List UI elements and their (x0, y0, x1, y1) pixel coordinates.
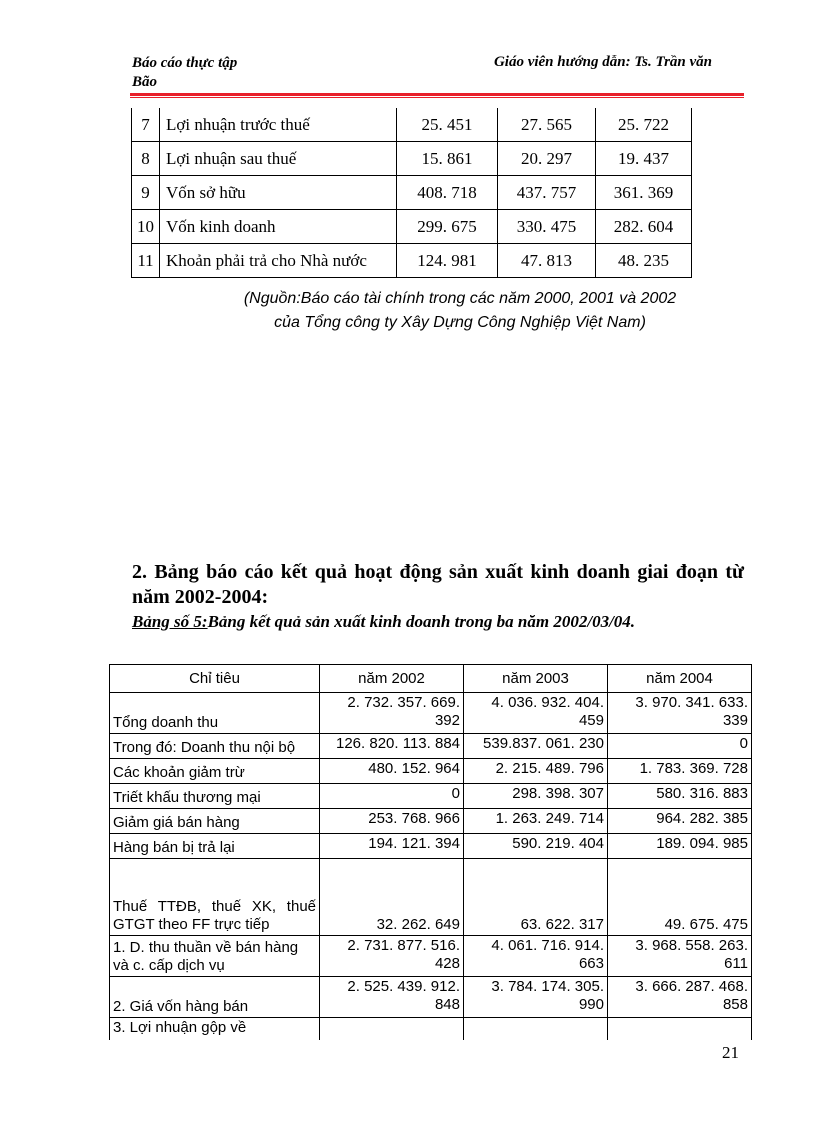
column-header: Chỉ tiêu (110, 665, 320, 693)
row-label: 1. D. thu thuần về bán hàng và c. cấp dịch vụ (110, 936, 320, 977)
table-row (132, 210, 692, 244)
value-2002: 25. 722 (596, 108, 692, 142)
row-label: Tổng doanh thu (110, 693, 320, 734)
table-row (132, 176, 692, 210)
row-number: 10 (132, 210, 160, 244)
header-author: Bão (132, 74, 158, 90)
table-caption-text: Bảng kết quả sản xuất kinh doanh trong ba năm 2002/03/04. (207, 612, 636, 631)
value-2001: 27. 565 (498, 108, 596, 142)
table-caption-label: Bảng số 5: (132, 612, 208, 631)
value-2003: 2. 215. 489. 796 (464, 759, 608, 784)
value-2000: 124. 981 (397, 244, 498, 278)
value-2002: 2. 732. 357. 669. 392 (320, 693, 464, 734)
header-left (132, 54, 237, 92)
row-label: Thuế TTĐB, thuế XK, thuế GTGT theo FF trực tiếp (110, 859, 320, 936)
value-2000: 299. 675 (397, 210, 498, 244)
row-label: Lợi nhuận trước thuế (160, 108, 397, 142)
row-label: Khoản phải trả cho Nhà nước (160, 244, 397, 278)
value-2002: 2. 731. 877. 516. 428 (320, 936, 464, 977)
value-2002: 282. 604 (596, 210, 692, 244)
section-title: 2. Bảng báo cáo kết quả hoạt động sản xuất kinh doanh giai đoạn từ năm 2002-2004: (132, 561, 744, 608)
source-line-2: của Tổng công ty Xây Dựng Công Nghiệp Việt Nam) (274, 314, 646, 331)
page-number: 21 (722, 1043, 739, 1062)
value-2001: 47. 813 (498, 244, 596, 278)
value-2003: 1. 263. 249. 714 (464, 809, 608, 834)
value-2000: 408. 718 (397, 176, 498, 210)
table-row (110, 784, 752, 809)
value-2002 (320, 1018, 464, 1041)
value-2004 (608, 1018, 752, 1041)
row-label: 2. Giá vốn hàng bán (110, 977, 320, 1018)
value-2002: 48. 235 (596, 244, 692, 278)
value-2002: 194. 121. 394 (320, 834, 464, 859)
row-label: 3. Lợi nhuận gộp về (110, 1018, 320, 1041)
source-note (140, 287, 780, 335)
value-2003: 590. 219. 404 (464, 834, 608, 859)
row-label: Vốn sở hữu (160, 176, 397, 210)
business-results-table (109, 664, 752, 1040)
header-rule-thin (130, 97, 744, 98)
row-number: 7 (132, 108, 160, 142)
row-number: 11 (132, 244, 160, 278)
value-2004: 49. 675. 475 (608, 859, 752, 936)
value-2002: 0 (320, 784, 464, 809)
value-2003: 3. 784. 174. 305. 990 (464, 977, 608, 1018)
row-label: Triết khấu thương mại (110, 784, 320, 809)
column-header: năm 2002 (320, 665, 464, 693)
header-rule (130, 93, 744, 96)
value-2004: 189. 094. 985 (608, 834, 752, 859)
table-row (110, 977, 752, 1018)
row-label: Hàng bán bị trả lại (110, 834, 320, 859)
row-label: Giảm giá bán hàng (110, 809, 320, 834)
table-row (132, 108, 692, 142)
row-label: Lợi nhuận sau thuế (160, 142, 397, 176)
table-row (110, 1018, 752, 1041)
value-2003: 539.837. 061. 230 (464, 734, 608, 759)
table-row (110, 859, 752, 936)
header-report-title: Báo cáo thực tập (132, 55, 238, 71)
row-number: 8 (132, 142, 160, 176)
value-2004: 580. 316. 883 (608, 784, 752, 809)
value-2004: 3. 666. 287. 468. 858 (608, 977, 752, 1018)
table-header-row (110, 665, 752, 693)
value-2004: 3. 968. 558. 263. 611 (608, 936, 752, 977)
table-caption (132, 612, 635, 632)
value-2003: 4. 061. 716. 914. 663 (464, 936, 608, 977)
value-2001: 437. 757 (498, 176, 596, 210)
table-row (110, 759, 752, 784)
value-2004: 964. 282. 385 (608, 809, 752, 834)
financial-table-continued (131, 108, 692, 278)
value-2003 (464, 1018, 608, 1041)
header-supervisor: Giáo viên hướng dẫn: Ts. Trần văn (493, 54, 712, 70)
table-row (132, 142, 692, 176)
value-2001: 20. 297 (498, 142, 596, 176)
value-2002: 2. 525. 439. 912. 848 (320, 977, 464, 1018)
value-2004: 3. 970. 341. 633. 339 (608, 693, 752, 734)
value-2000: 25. 451 (397, 108, 498, 142)
table-row (110, 834, 752, 859)
value-2002: 32. 262. 649 (320, 859, 464, 936)
value-2001: 330. 475 (498, 210, 596, 244)
table-row (110, 809, 752, 834)
column-header: năm 2004 (608, 665, 752, 693)
table-row (132, 244, 692, 278)
row-number: 9 (132, 176, 160, 210)
value-2002: 361. 369 (596, 176, 692, 210)
value-2002: 253. 768. 966 (320, 809, 464, 834)
value-2000: 15. 861 (397, 142, 498, 176)
value-2004: 0 (608, 734, 752, 759)
row-label: Trong đó: Doanh thu nội bộ (110, 734, 320, 759)
value-2002: 480. 152. 964 (320, 759, 464, 784)
value-2004: 1. 783. 369. 728 (608, 759, 752, 784)
value-2003: 63. 622. 317 (464, 859, 608, 936)
row-label: Các khoản giảm trừ (110, 759, 320, 784)
value-2002: 126. 820. 113. 884 (320, 734, 464, 759)
value-2003: 4. 036. 932. 404. 459 (464, 693, 608, 734)
value-2002: 19. 437 (596, 142, 692, 176)
table-row (110, 693, 752, 734)
table-row (110, 734, 752, 759)
value-2003: 298. 398. 307 (464, 784, 608, 809)
row-label: Vốn kinh doanh (160, 210, 397, 244)
source-line-1: (Nguồn:Báo cáo tài chính trong các năm 2000, 2001 và 2002 (243, 290, 677, 307)
table-row (110, 936, 752, 977)
column-header: năm 2003 (464, 665, 608, 693)
